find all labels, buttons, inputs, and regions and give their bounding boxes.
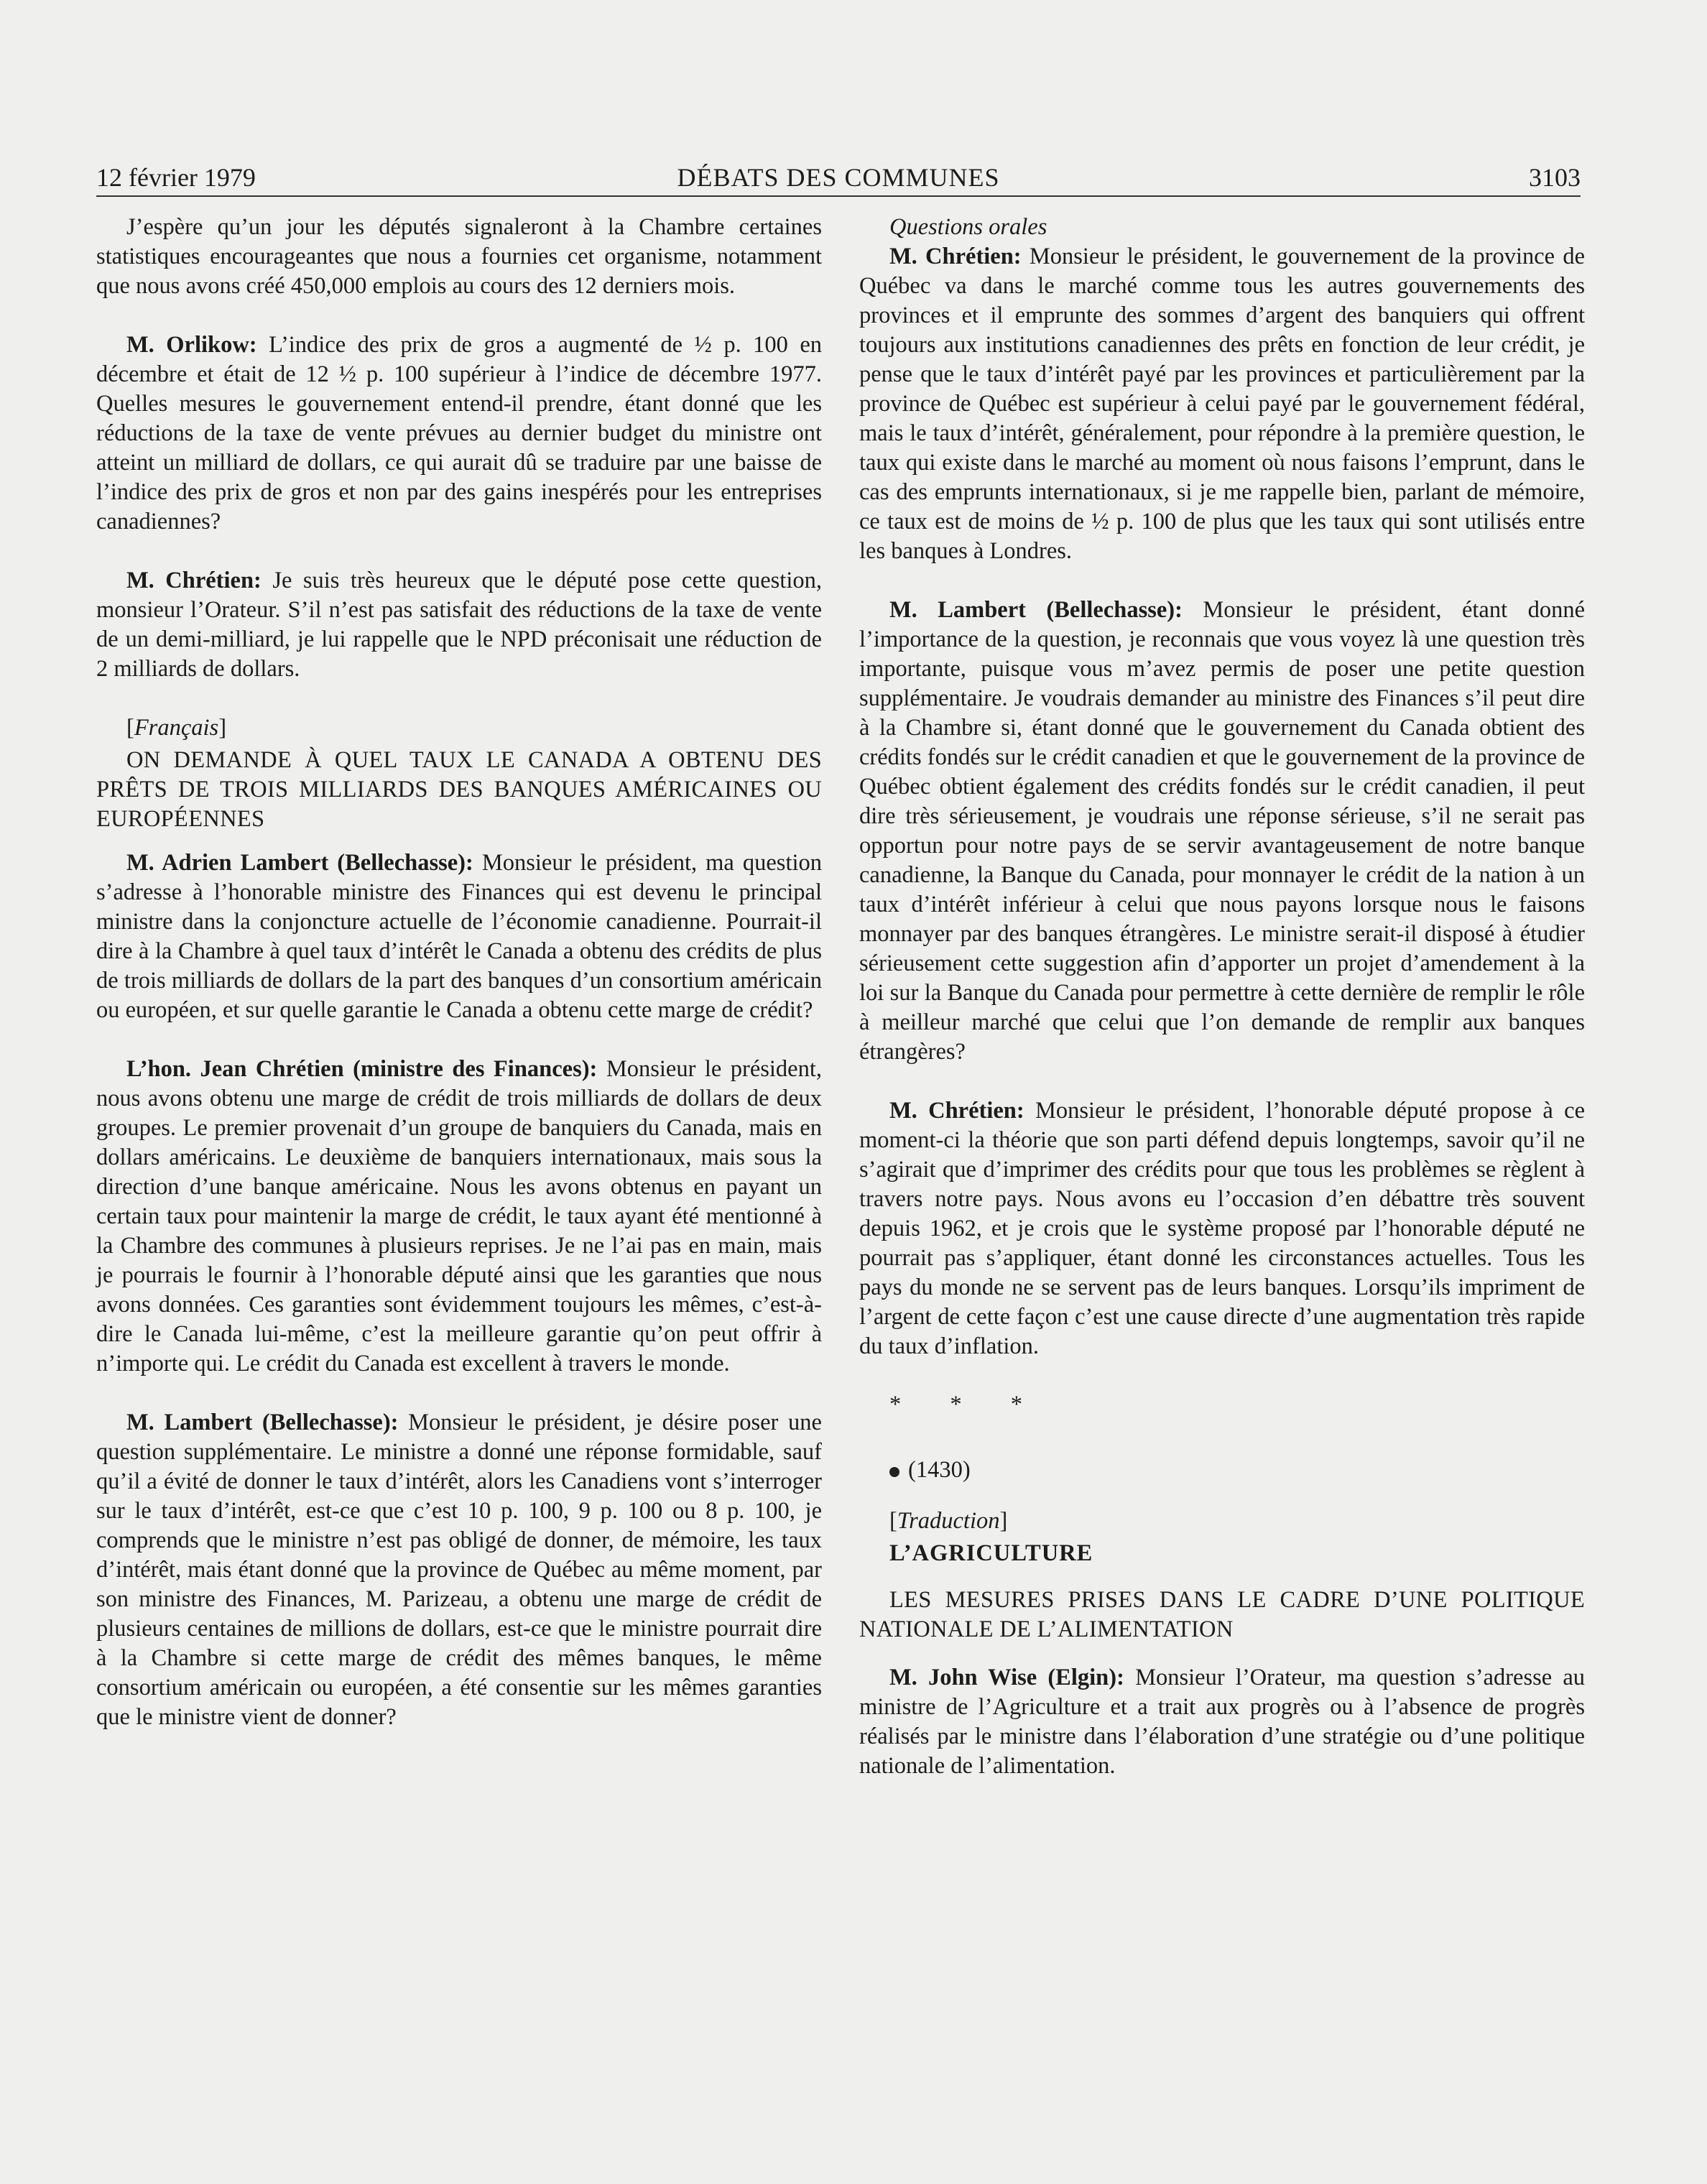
right-column <box>859 213 1585 1781</box>
paragraph <box>96 1055 822 1379</box>
speaker-name: M. Adrien Lambert (Bellechasse): <box>126 850 473 876</box>
language-tag: [Traduction] <box>889 1508 1008 1534</box>
language-tag: [Français] <box>126 715 227 741</box>
speaker-name: M. John Wise (Elgin): <box>889 1665 1124 1690</box>
left-column <box>96 213 822 1732</box>
section-subheading: LES MESURES PRISES DANS LE CADRE D’UNE POLITIQUE NATIONALE DE L’ALIMENTATION <box>859 1587 1585 1642</box>
page-header <box>96 159 1581 197</box>
speech-text: Monsieur l’Orateur, ma question s’adresse au ministre de l’Agriculture et a trait aux progrès ou à l’absence de progrès réalisés par le ministre dans l’élaboration d’une stratégie ou d’une politique nationale de l’alimentation. <box>859 1665 1585 1779</box>
speech-text: L’indice des prix de gros a augmenté de ½ p. 100 en décembre et était de 12 ½ p. 100 supérieur à l’indice de décembre 1977. Quelles mesures le gouvernement entend-il prendre, étant donné que les réductions de la taxe de vente prévues au dernier budget du ministre ont atteint un milliard de dollars, ce qui aurait dû se traduire par une baisse de l’indice des prix de gros et non par des gains inespérés pour les entreprises canadiennes? <box>96 332 823 535</box>
speaker-name: L’hon. Jean Chrétien (ministre des Finances): <box>126 1056 598 1082</box>
paragraph <box>96 1408 822 1732</box>
speech-text: Monsieur le président, ma question s’adresse à l’honorable ministre des Finances qui est devenu le principal ministre dans la conjoncture actuelle de l’économie canadienne. Pourrait-il dire à la Chambre à quel taux d’intérêt le Canada a obtenu des crédits de plus de trois milliards de dollars de la part des banques d’un consortium américain ou européen, et sur quelle garantie le Canada a obtenu cette marge de crédit? <box>96 850 823 1023</box>
paragraph <box>96 848 822 1025</box>
section-separator: * * * <box>889 1392 1044 1417</box>
paragraph <box>859 596 1585 1067</box>
section-heading: L’AGRICULTURE <box>889 1540 1093 1566</box>
header-title: DÉBATS DES COMMUNES <box>677 163 1000 192</box>
paragraph <box>96 330 822 537</box>
header-date: 12 février 1979 <box>96 163 256 192</box>
timestamp <box>859 1456 1585 1485</box>
speaker-name: M. Lambert (Bellechasse): <box>889 597 1183 623</box>
speaker-name: M. Lambert (Bellechasse): <box>126 1410 399 1435</box>
speaker-name: M. Chrétien: <box>889 1098 1024 1124</box>
paragraph <box>859 1663 1585 1781</box>
section-subheading: ON DEMANDE À QUEL TAUX LE CANADA A OBTENU DES PRÊTS DE TROIS MILLIARDS DES BANQUES AMÉRICAINES OU EUROPÉENNES <box>96 747 822 832</box>
speech-text: Monsieur le président, l’honorable député propose à ce moment-ci la théorie que son parti défend depuis longtemps, savoir qu’il ne s’agirait que d’imprimer des crédits pour que tous les problèmes se règlent à travers notre pays. Nous avons eu l’occasion d’en débattre très souvent depuis 1962, et je crois que le système proposé par l’honorable député ne pourrait pas s’appliquer, étant donné les circonstances actuelles. Tous les pays du monde ne se servent pas de leurs banques. Lorsqu’ils impriment de l’argent de cette façon c’est une cause directe d’une augmentation très rapide du taux d’inflation. <box>859 1098 1586 1359</box>
speaker-name: M. Chrétien: <box>126 568 262 593</box>
speech-text: Monsieur le président, nous avons obtenu une marge de crédit de trois milliards de dollars de deux groupes. Le premier provenait d’un groupe de banquiers du Canada, mais en dollars américains. Le deuxième de banquiers internationaux, mais sous la direction d’une banque américaine. Nous les avons obtenus en payant un certain taux pour maintenir la marge de crédit, le taux ayant été mentionné à la Chambre des communes à plusieurs reprises. Je ne l’ai pas en main, mais je pourrais le fournir à l’honorable député ainsi que les garanties que nous avons données. Ces garanties sont évidemment toujours les mêmes, c’est-à-dire le Canada lui-même, c’est la meilleure garantie qu’on peut offrir à n’importe qui. Le crédit du Canada est excellent à travers le monde. <box>96 1056 822 1376</box>
language-tag-text: Français <box>134 715 219 741</box>
speech-text: Je suis très heureux que le député pose cette question, monsieur l’Orateur. S’il n’est pas satisfait des réductions de la taxe de vente de un demi-milliard, je lui rappelle que le NPD préconisait une réduction de 2 milliards de dollars. <box>96 568 822 682</box>
speaker-name: M. Orlikow: <box>126 332 257 358</box>
bullet-icon <box>889 1467 899 1477</box>
language-tag-text: Traduction <box>897 1508 1000 1534</box>
section-title: Questions orales <box>889 214 1047 240</box>
speaker-name: M. Chrétien: <box>889 244 1022 269</box>
speech-text: Monsieur le président, je désire poser une question supplémentaire. Le ministre a donné une réponse formidable, sauf qu’il a évité de donner le taux d’intérêt, alors les Canadiens vont s’interroger sur le taux d’intérêt, est-ce que c’est 10 p. 100, 9 p. 100 ou 8 p. 100, je comprends que le ministre n’est pas obligé de donner, de mémoire, les taux d’intérêt, mais étant donné que la province de Québec au même moment, par son ministre des Finances, M. Parizeau, a obtenu une marge de crédit de plusieurs centaines de millions de dollars, est-ce que le ministre pourrait dire à la Chambre si cette marge de crédit des mêmes banques, le même consortium américain ou européen, a été consentie sur les mêmes garanties que le ministre vient de donner? <box>96 1410 822 1730</box>
speech-text: Monsieur le président, étant donné l’importance de la question, je reconnais que vous voyez là une question très importante, puisque vous m’avez permis de poser une petite question supplémentaire. Je voudrais demander au ministre des Finances s’il peut dire à la Chambre si, étant donné que le gouvernement du Canada obtient des crédits fondés sur le crédit canadien et que le gouvernement de la province de Québec obtient également des crédits fondés sur le crédit canadien, il peut dire très sérieusement, je voudrais une réponse sérieuse, s’il ne serait pas opportun pour notre pays de se servir avantageusement de notre banque canadienne, la Banque du Canada, pour monnayer le crédit de la nation à un taux d’intérêt inférieur à celui que nous payons lorsque nous le faisons monnayer par des banques étrangères. Le ministre serait-il disposé à étudier sérieusement cette suggestion afin d’apporter un projet d’amendement à la loi sur la Banque du Canada pour permettre à cette dernière de remplir le rôle à meilleur marché que celui que l’on demande de remplir aux banques étrangères? <box>859 597 1585 1065</box>
paragraph: J’espère qu’un jour les députés signaleront à la Chambre certaines statistiques encourageantes que nous a fournies cet organisme, notamment que nous avons créé 450,000 emplois au cours des 12 derniers mois. <box>96 214 822 299</box>
paragraph <box>859 1096 1585 1361</box>
paragraph <box>96 566 822 684</box>
timestamp-text: (1430) <box>908 1457 971 1483</box>
header-page-number: 3103 <box>1529 163 1581 192</box>
speech-text: Monsieur le président, le gouvernement de la province de Québec va dans le marché comme tous les autres gouvernements des provinces et il emprunte des sommes d’argent des banquiers qui offrent toujours aux institutions canadiennes des prêts en fonction de leur crédit, je pense que le taux d’intérêt payé par les provinces et particulièrement par la province de Québec est supérieur à celui payé par le gouvernement fédéral, mais le taux d’intérêt, généralement, pour répondre à la première question, le taux qui existe dans le marché au moment où nous faisons l’emprunt, dans le cas des emprunts internationaux, si je me rappelle bien, parlant de mémoire, ce taux est de moins de ½ p. 100 de plus que les taux qui sont utilisés entre les banques à Londres. <box>859 244 1585 564</box>
paragraph <box>859 242 1585 566</box>
